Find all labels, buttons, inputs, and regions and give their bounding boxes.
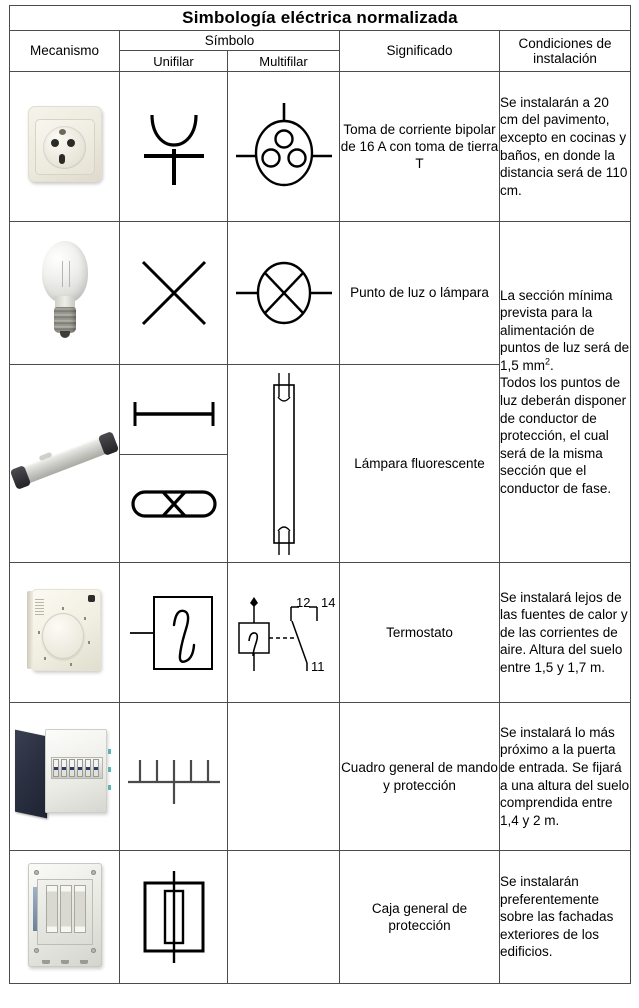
notes-text-lamp-end: .	[550, 357, 554, 373]
multifilar-cell-distribution-board	[228, 703, 340, 851]
lamp-unifilar-cross-symbol	[120, 250, 227, 336]
general-protection-box-photo	[28, 863, 102, 967]
meaning-cell-thermostat: Termostato	[340, 563, 500, 703]
notes-cell-thermostat: Se instalará lejos de las fuentes de calor y de las corrientes de aire. Altura del suelo entre 1,5 y 1,7 m.	[500, 563, 631, 703]
table-row	[10, 703, 631, 851]
mechanism-cell-distribution-board	[10, 703, 120, 851]
mechanism-cell-bulb	[10, 222, 120, 365]
electrical-symbology-table	[9, 5, 631, 984]
distribution-board-unifilar-symbol	[120, 742, 227, 812]
column-header-unifilar: Unifilar	[120, 51, 228, 72]
table-row	[10, 72, 631, 222]
socket-unifilar-symbol	[120, 101, 227, 193]
notes-cell-distribution-board: Se instalará lo más próximo a la puerta de entrada. Se fijará a una altura del suelo comprendida entre 1,4 y 2 m.	[500, 703, 631, 851]
table-header-row-1	[10, 31, 631, 51]
multifilar-cell-thermostat	[228, 563, 340, 703]
incandescent-bulb-photo	[36, 241, 94, 341]
notes-cell-socket: Se instalarán a 20 cm del pavimento, excepto en cocinas y baños, en donde la distancia será de 110 cm.	[500, 72, 631, 222]
fluorescent-fixture-photo	[13, 427, 117, 495]
table-title-row	[10, 6, 631, 31]
socket-multifilar-symbol	[228, 101, 339, 193]
meaning-cell-fluorescent: Lámpara fluorescente	[340, 365, 500, 563]
unifilar-cell-distribution-board	[120, 703, 228, 851]
unifilar-cell-lamp	[120, 222, 228, 365]
column-header-simbolo: Símbolo	[120, 31, 340, 51]
fluorescent-tube-multifilar-symbol	[228, 371, 339, 557]
multifilar-cell-lamp	[228, 222, 340, 365]
unifilar-cell-protection-box	[120, 851, 228, 984]
thermostat-multifilar-symbol	[228, 585, 339, 681]
table-row	[10, 851, 631, 984]
table-row	[10, 563, 631, 703]
multifilar-cell-fluorescent	[228, 365, 340, 563]
mechanism-cell-socket	[10, 72, 120, 222]
terminal-label-12: 12	[295, 594, 310, 610]
unifilar-cell-thermostat	[120, 563, 228, 703]
fluorescent-unifilar-stadium-cross-symbol	[120, 455, 227, 553]
meaning-cell-distribution-board: Cuadro general de mando y protección	[340, 703, 500, 851]
notes-cell-lamp-and-fluorescent	[500, 222, 631, 563]
multifilar-cell-socket	[228, 72, 340, 222]
mechanism-cell-protection-box	[10, 851, 120, 984]
column-header-mecanismo: Mecanismo	[10, 31, 120, 72]
notes-paragraph-section	[500, 287, 630, 375]
mechanism-cell-fluorescent	[10, 365, 120, 563]
wall-socket-photo	[28, 106, 102, 182]
multifilar-cell-protection-box	[228, 851, 340, 984]
superscript-squared: 2	[545, 356, 551, 367]
column-header-significado: Significado	[340, 31, 500, 72]
lamp-multifilar-circle-cross-symbol	[228, 251, 339, 335]
distribution-board-photo	[15, 727, 115, 821]
page-title: Simbología eléctrica normalizada	[10, 6, 631, 31]
column-header-multifilar: Multifilar	[228, 51, 340, 72]
meaning-cell-socket: Toma de corriente bipolar de 16 A con toma de tierra T	[340, 72, 500, 222]
meaning-cell-lamp: Punto de luz o lámpara	[340, 222, 500, 365]
thermostat-unifilar-symbol	[120, 585, 227, 681]
notes-text-fluorescent: Todos los puntos de luz deberán disponer de conductor de protección, el cual será de la misma sección que el conductor de fase.	[500, 375, 627, 496]
fluorescent-unifilar-bar-symbol	[120, 374, 227, 455]
fuse-box-unifilar-symbol	[120, 865, 227, 969]
notes-text-lamp: La sección mínima prevista para la alimentación de puntos de luz será de 1,5 mm	[500, 287, 630, 373]
table-row	[10, 222, 631, 365]
column-header-condiciones: Condiciones de instalación	[500, 31, 631, 72]
meaning-cell-protection-box: Caja general de protección	[340, 851, 500, 984]
terminal-label-14: 14	[320, 594, 335, 610]
notes-cell-protection-box: Se instalarán preferentemente sobre las fachadas exteriores de los edificios.	[500, 851, 631, 984]
unifilar-cell-socket	[120, 72, 228, 222]
unifilar-cell-fluorescent	[120, 365, 228, 563]
terminal-label-11: 11	[310, 658, 324, 674]
mechanism-cell-thermostat	[10, 563, 120, 703]
thermostat-photo	[26, 587, 104, 673]
